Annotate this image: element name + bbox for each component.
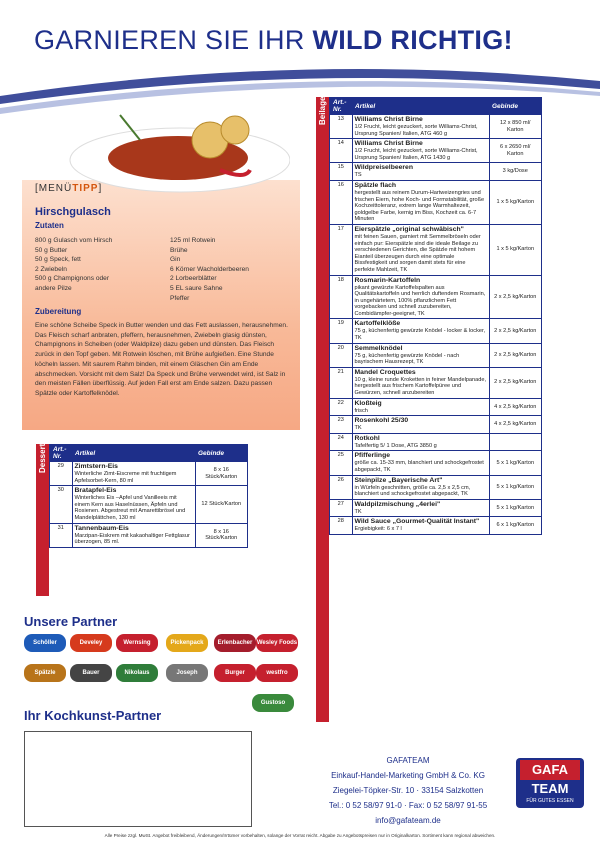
- artikel-desc: hergestellt aus reinem Durum-Hartweizengries und frischen Eiern, hohe Koch- und Formstabilität, große Kochzeittoleranz, extrem lange Warmhaltezeit, goldgelbe Farbe, kernig im Biss, Kochzeit ca. 6-7 Minuten: [354, 189, 485, 223]
- artikel-desc: in Würfeln geschnitten, größe ca. 2,5 x 2,5 cm, blanchiert und schockgefrostet abgepackt, TK: [354, 484, 471, 498]
- gebinde: 4 x 2,5 kg/Karton: [489, 398, 541, 416]
- art-nr: 28: [330, 517, 352, 534]
- artikel-name: Eierspätzle „original schwäbisch": [354, 225, 464, 233]
- street: Ziegelei-Töpker-Str. 10 · 33154 Salzkotten: [332, 786, 484, 795]
- art-nr: 17: [330, 224, 352, 275]
- artikel-name: Kloßteig: [354, 399, 382, 407]
- menu-tipp-tag: [MENÜTIPP]: [35, 183, 103, 194]
- art-nr: 13: [330, 115, 352, 139]
- table-row: [330, 433, 541, 451]
- artikel-cell: [352, 451, 489, 475]
- table-row: [330, 499, 541, 517]
- art-nr: 31: [50, 523, 72, 547]
- table-row: [50, 523, 247, 547]
- gebinde: [489, 433, 541, 451]
- page-title: GARNIEREN SIE IHR WILD RICHTIG!: [34, 25, 513, 55]
- artikel-cell: [352, 416, 489, 434]
- partner-logo: Nikolaus: [116, 664, 158, 682]
- gebinde: 8 x 16 Stück/Karton: [195, 462, 247, 486]
- company-name: GAFATEAM: [386, 756, 430, 765]
- artikel-name: Tannenbaum-Eis: [74, 524, 129, 532]
- logo-bottom: TEAM: [531, 781, 569, 796]
- artikel-name: Pfifferlinge: [354, 452, 390, 460]
- table-row: [330, 398, 541, 416]
- artikel-desc: Winterliches Eis –Apfel und Vanilleeis mit einem Kern aus Haselnüssen, Äpfeln und Rosienen. Abgestreut mit Amarettibrösel und Mandelplättchen, 130 ml: [74, 495, 186, 521]
- prep-heading: Zubereitung: [35, 307, 82, 316]
- address-block: [314, 753, 502, 828]
- artikel-cell: [352, 499, 489, 517]
- partners-heading: Unsere Partner: [24, 614, 118, 629]
- art-nr: 16: [330, 180, 352, 224]
- table-row: [330, 180, 541, 224]
- gebinde: 2 x 2,5 kg/Karton: [489, 275, 541, 319]
- art-nr: 22: [330, 398, 352, 416]
- artikel-desc: 10 g, kleine runde Kroketten in feiner Mandelpanade, hergestellt aus frischem Kartoffelpüree und Gewürzen, schnell anzubereiten: [354, 376, 487, 397]
- artikel-desc: Marzipan-Eiskrem mit kakaohaltiger Fettglasur überzogen, 85 ml.: [74, 532, 190, 546]
- artikel-name: Rotkohl: [354, 434, 380, 442]
- gebinde: 1 x 5 kg/Karton: [489, 224, 541, 275]
- company-full: Einkauf-Handel-Marketing GmbH & Co. KG: [331, 771, 485, 780]
- col-gebinde: Gebinde: [195, 445, 247, 462]
- phone-fax: Tel.: 0 52 58/97 91-0 · Fax: 0 52 58/97 91-55: [328, 801, 488, 810]
- recipe-title: Hirschgulasch: [35, 206, 111, 218]
- partner-logo: Gustoso: [252, 694, 294, 712]
- table-row: [330, 367, 541, 398]
- partner-logo: Wesley Foods: [256, 634, 298, 652]
- artikel-cell: [352, 275, 489, 319]
- art-nr: 18: [330, 275, 352, 319]
- gebinde: 12 x 850 ml/ Karton: [489, 115, 541, 139]
- artikel-cell: [352, 224, 489, 275]
- table-row: [330, 475, 541, 499]
- gebinde: 2 x 2,5 kg/Karton: [489, 367, 541, 398]
- dessert-table: [49, 444, 248, 548]
- partner-logo: Burger: [214, 664, 256, 682]
- art-nr: 15: [330, 163, 352, 181]
- gafateam-logo: [516, 758, 584, 808]
- gebinde: 2 x 2,5 kg/Karton: [489, 343, 541, 367]
- artikel-cell: [352, 475, 489, 499]
- artikel-desc: 75 g, küchenfertig gewürzte Knödel - nach bayrischem Hausrezept, TK: [354, 352, 460, 366]
- table-row: [330, 416, 541, 434]
- table-row: [330, 115, 541, 139]
- partner-logo: Schöller: [24, 634, 66, 652]
- table-row: [330, 139, 541, 163]
- kochkunst-box: [24, 731, 252, 827]
- gebinde: 5 x 1 kg/Karton: [489, 499, 541, 517]
- col-art-nr: Art.-Nr.: [50, 445, 72, 462]
- food-photo: [60, 100, 290, 195]
- table-row: [330, 163, 541, 181]
- gebinde: 1 x 5 kg/Karton: [489, 180, 541, 224]
- logo-top: GAFA: [520, 760, 580, 780]
- gebinde: 5 x 1 kg/Karton: [489, 451, 541, 475]
- art-nr: 21: [330, 367, 352, 398]
- artikel-name: Rosmarin-Kartoffeln: [354, 276, 421, 284]
- artikel-cell: [352, 398, 489, 416]
- col-artikel: Artikel: [72, 445, 195, 462]
- artikel-desc: Tafelfertig 5/ 1 Dose, ATG 3850 g: [354, 442, 437, 449]
- artikel-name: Wild Sauce „Gourmet-Qualität Instant": [354, 518, 480, 526]
- gebinde: 8 x 16 Stück/Karton: [195, 523, 247, 547]
- partner-logo: Bauer: [70, 664, 112, 682]
- partner-logo: Joseph: [166, 664, 208, 682]
- artikel-desc: größe ca. 15-33 mm, blanchiert und schockgefrostet abgepackt, TK: [354, 460, 484, 473]
- table-row: [330, 319, 541, 343]
- artikel-desc: TK: [354, 425, 362, 432]
- col-art-nr: Art.-Nr.: [330, 98, 352, 115]
- artikel-desc: Ergiebigkeit: 6 x 7 l: [354, 526, 402, 533]
- artikel-name: Waldpilzmischung „4erlei": [354, 500, 441, 508]
- table-row: [50, 462, 247, 486]
- ingredients-right: 125 ml Rotwein Brühe Gin 6 Körner Wacholderbeeren 2 Lorbeerblätter 5 EL saure Sahne Pfeffer: [170, 237, 249, 302]
- artikel-desc: TS: [354, 172, 362, 179]
- artikel-cell: [352, 367, 489, 398]
- table-row: [50, 486, 247, 523]
- artikel-name: Semmelknödel: [354, 344, 403, 352]
- table-row: [330, 224, 541, 275]
- email-link[interactable]: info@gafateam.de: [375, 816, 441, 825]
- table-row: [330, 275, 541, 319]
- table-row: [330, 517, 541, 534]
- artikel-name: Mandel Croquettes: [354, 368, 416, 376]
- artikel-name: Williams Christ Birne: [354, 140, 423, 148]
- gebinde: 3 kg/Dose: [489, 163, 541, 181]
- artikel-cell: [352, 180, 489, 224]
- dessert-label: Dessert: [36, 444, 49, 596]
- art-nr: 27: [330, 499, 352, 517]
- gebinde: 6 x 1 kg/Karton: [489, 517, 541, 534]
- gebinde: 12 Stück/Karton: [195, 486, 247, 523]
- artikel-cell: [72, 486, 195, 523]
- beilage-table: [329, 97, 542, 535]
- artikel-cell: [72, 523, 195, 547]
- artikel-cell: [352, 319, 489, 343]
- beilage-label: Beilage: [316, 97, 329, 722]
- artikel-desc: frisch: [354, 407, 368, 414]
- artikel-name: Steinpilze „Bayerische Art": [354, 476, 443, 484]
- logo-slogan: FÜR GUTES ESSEN: [526, 798, 574, 804]
- artikel-cell: [352, 433, 489, 451]
- prep-text: Eine schöne Scheibe Speck in Butter wenden und das Fett auslassen, herausnehmen. Das Fleisch scharf anbraten, pfeffern, herausnehmen, Zwiebeln glasig dünsten, Champignons in Scheiben (oder Waldpilze) dazu geben und dünsten. Das Fleisch zurück in den Topf geben. Mit Rotwein löschen, mit Brühe aufgießen. Eine Stunde köcheln lassen. Mit saurem Rahm binden, mit einem Gläschen Gin am Ende abschmecken. Vorsicht mit dem Salz! Da Speck und Brühe verwendet wird, ist Salz in den meisten Fällen überflüssig. Auf jeden Fall erst am Ende salzen. Dazu passen Spätzle oder Kartoffelknödel.: [35, 322, 288, 397]
- artikel-desc: Winterliche Zimt-Eiscreme mit fruchtigem Apfelsorbet-Kern, 80 ml: [74, 471, 177, 484]
- artikel-name: Wildpreiselbeeren: [354, 164, 413, 172]
- art-nr: 30: [50, 486, 72, 523]
- artikel-cell: [352, 517, 489, 534]
- partner-logo: Wernsing: [116, 634, 158, 652]
- artikel-desc: 75 g, küchenfertig gewürzte Knödel - locker & locker, TK: [354, 328, 486, 342]
- artikel-cell: [352, 139, 489, 163]
- art-nr: 14: [330, 139, 352, 163]
- gebinde: 5 x 1 kg/Karton: [489, 475, 541, 499]
- art-nr: 20: [330, 343, 352, 367]
- artikel-desc: 1/2 Frucht, leicht gezuckert, sorte Williams-Christ, Ursprung Spanien/ Italien, ATG 460 g: [354, 124, 478, 137]
- table-row: [330, 343, 541, 367]
- partner-logo: Pickenpack: [166, 634, 208, 652]
- art-nr: 26: [330, 475, 352, 499]
- partner-logo: Develey: [70, 634, 112, 652]
- art-nr: 23: [330, 416, 352, 434]
- art-nr: 29: [50, 462, 72, 486]
- ingredients-heading: Zutaten: [35, 221, 64, 230]
- col-artikel: Artikel: [352, 98, 489, 115]
- artikel-name: Zimtstern-Eis: [74, 463, 118, 470]
- artikel-cell: [352, 163, 489, 181]
- artikel-name: Williams Christ Birne: [354, 116, 423, 123]
- partner-logos: [24, 634, 298, 714]
- artikel-name: Kartoffelklöße: [354, 320, 401, 328]
- artikel-name: Bratapfel-Eis: [74, 487, 117, 495]
- gebinde: 2 x 2,5 kg/Karton: [489, 319, 541, 343]
- artikel-name: Rosenkohl 25/30: [354, 417, 409, 425]
- artikel-desc: TK: [354, 508, 362, 515]
- artikel-desc: pikant gewürzte Kartoffelspalten aus Qualitätskartoffeln und herrlich duftendem Rosmarin, in ungehärtetem, 100% pflanzlichem Fett vorgebacken und schnell zuzubereiten, Combidämpfer-geeignet, TK: [354, 284, 486, 317]
- artikel-name: Spätzle flach: [354, 181, 397, 189]
- artikel-cell: [352, 115, 489, 139]
- artikel-cell: [352, 343, 489, 367]
- artikel-desc: mit feinen Sauen, garniert mit Semmelbröseln oder einfach pur: Eierspätzle sind die ideale Beilage zu verschiedenen Gerichten, die Spätzle mit hohem Eianteil überzeugen durch eine optimale Bissfestigkeit und sorgen damit stets für eine perfekte Mahlzeit, TK: [354, 233, 481, 273]
- art-nr: 25: [330, 451, 352, 475]
- artikel-cell: [72, 462, 195, 486]
- partner-logo: westfro: [256, 664, 298, 682]
- col-gebinde: Gebinde: [489, 98, 541, 115]
- partner-logo: Spätzle: [24, 664, 66, 682]
- artikel-desc: 1/2 Frucht, leicht gezuckert, sorte Williams-Christ, Ursprung Spanien/ Italien, ATG 1430 g: [354, 148, 478, 161]
- ingredients-left: 800 g Gulasch vom Hirsch 50 g Butter 50 g Speck, fett 2 Zwiebeln 500 g Champignons oder andere Pilze: [35, 237, 113, 292]
- art-nr: 19: [330, 319, 352, 343]
- footer-disclaimer: Alle Preise zzgl. MwSt. Angebot freibleibend, Änderungen/Irrtümer vorbehalten, solange der Vorrat reicht. Abgabe zu Angebotspreisen nur in Originalkarton. Sortiment kann regional abweichen.: [104, 833, 496, 838]
- gebinde: 6 x 2650 ml/ Karton: [489, 139, 541, 163]
- table-row: [330, 451, 541, 475]
- gebinde: 4 x 2,5 kg/Karton: [489, 416, 541, 434]
- kochkunst-heading: Ihr Kochkunst-Partner: [24, 708, 162, 723]
- art-nr: 24: [330, 433, 352, 451]
- partner-logo: Erlenbacher: [214, 634, 256, 652]
